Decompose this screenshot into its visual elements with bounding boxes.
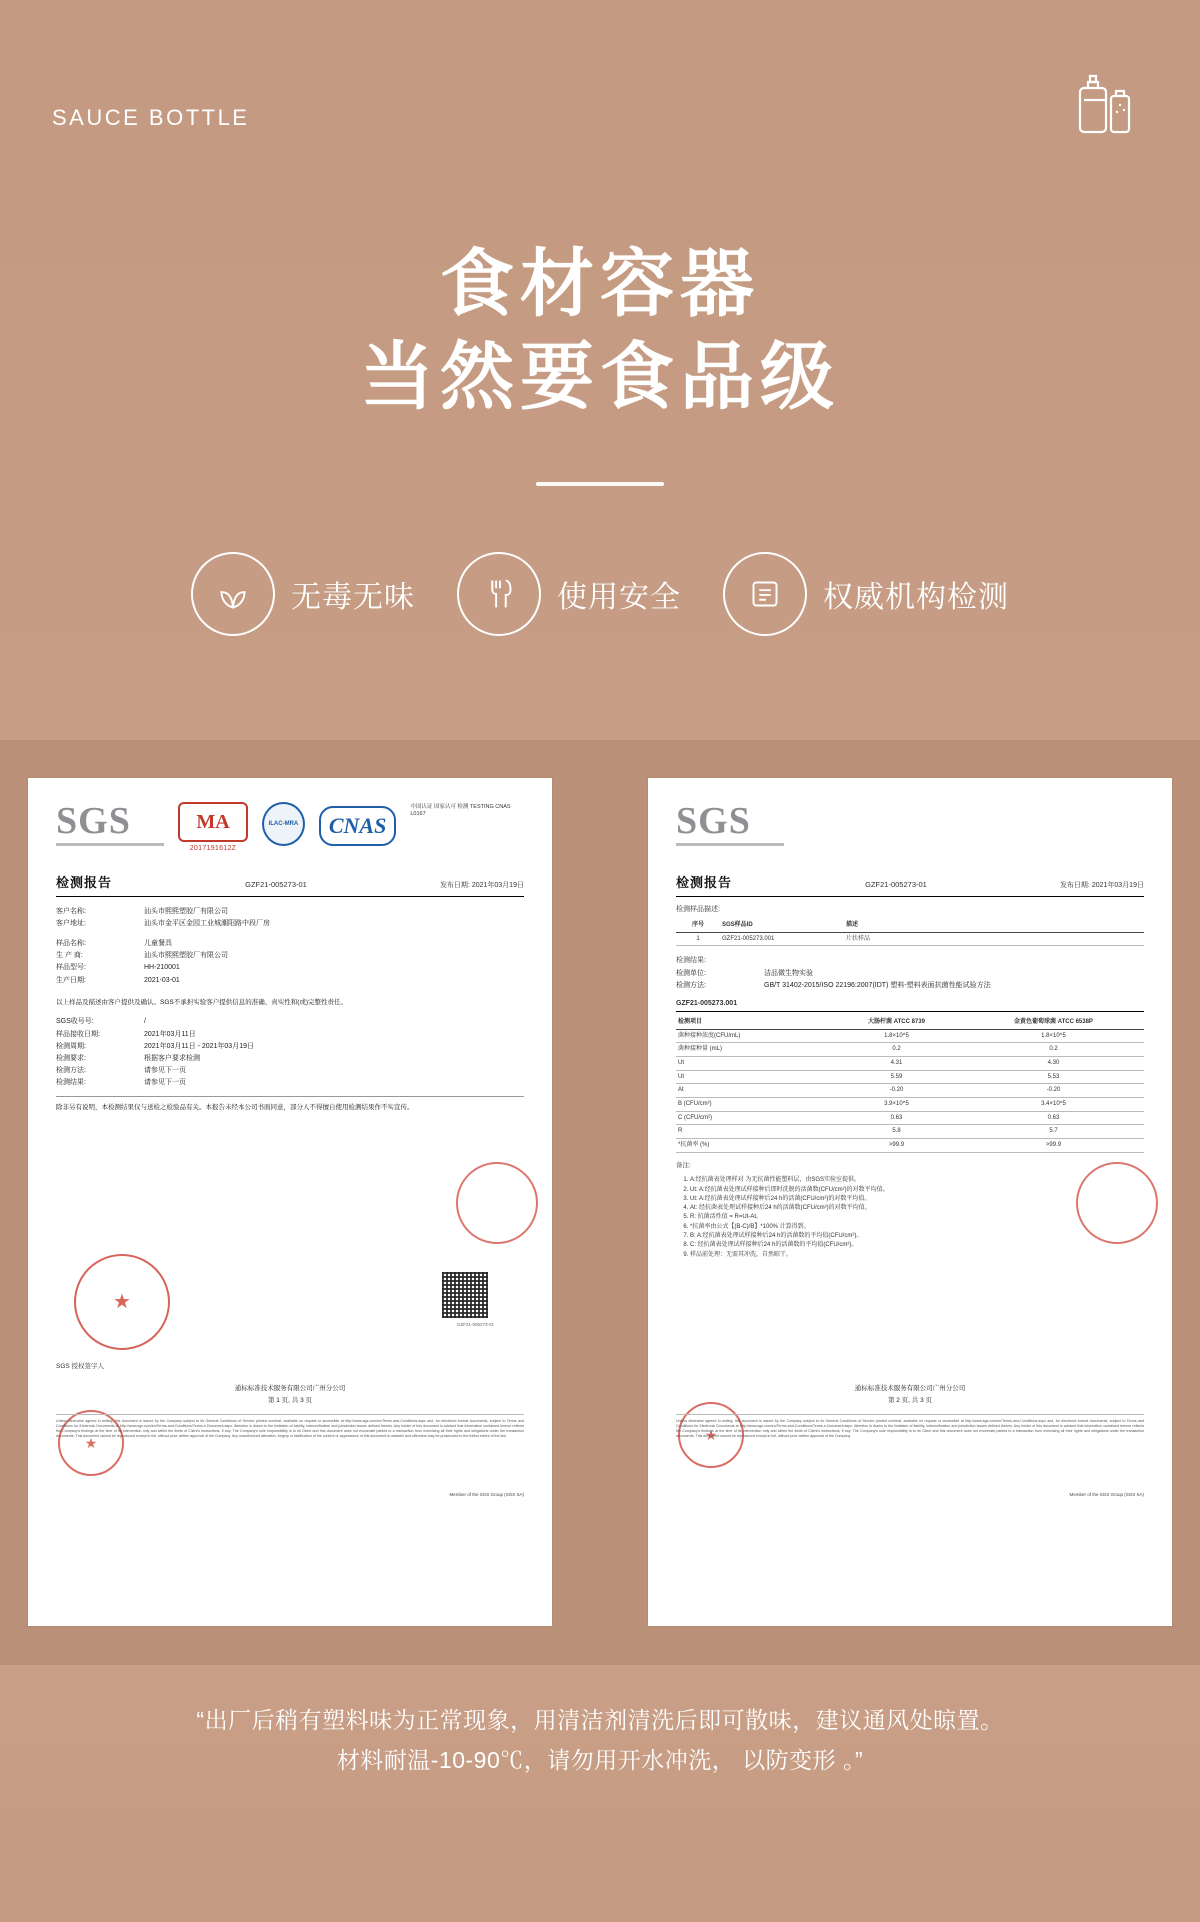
field-key: 生产日期: bbox=[56, 976, 86, 984]
sample-fields bbox=[56, 939, 524, 986]
certificate-image-1[interactable] bbox=[28, 778, 552, 1626]
report-number: GZF21-005273-01 bbox=[865, 880, 927, 889]
note-item: 2. Ut: A:经抗菌表处理试样接种后即时洗脱的活菌数(CFU/cm²)的对数平均值。 bbox=[690, 1186, 1144, 1195]
feature-item-nontoxic bbox=[191, 552, 415, 636]
field-value: GB/T 31402-2015/ISO 22196:2007(IDT) 塑料-塑料表面抗菌性能试验方法 bbox=[764, 981, 991, 989]
cell: 0.2 bbox=[830, 1043, 963, 1057]
certificates-band bbox=[0, 740, 1200, 1665]
field-key: 客户地址: bbox=[56, 919, 86, 927]
caption-line-2: 材料耐温-10-90℃，请勿用开水冲洗， 以防变形 。” bbox=[336, 1747, 864, 1774]
table-row bbox=[676, 1111, 1144, 1125]
sauce-bottle-icon bbox=[1070, 68, 1134, 134]
field-value: 洁品微生物实验 bbox=[764, 969, 813, 977]
note-item: 5. R: 抗菌活性值 = R=Ut-At。 bbox=[690, 1213, 1144, 1222]
field-key: 检测要求: bbox=[56, 1054, 86, 1062]
certificate-icon bbox=[723, 552, 807, 636]
cell: Ut bbox=[676, 1056, 830, 1070]
hero-line-1: 食材容器 bbox=[440, 242, 760, 325]
sgs-logo: SGS bbox=[56, 800, 131, 842]
cnas-caption: 中国认证 国家认可 检测 TESTING CNAS L0167 bbox=[410, 804, 511, 818]
qr-code-caption: GZF21-005273-01 bbox=[456, 1322, 494, 1327]
cell: 0.63 bbox=[963, 1111, 1144, 1125]
column-header: 金黄色葡萄球菌 ATCC 6538P bbox=[963, 1016, 1144, 1029]
report-footer-page: 第 1 页, 共 3 页 bbox=[267, 1397, 313, 1404]
cell: 5.7 bbox=[963, 1125, 1144, 1139]
cell: 1.8×10^5 bbox=[963, 1029, 1144, 1043]
field-key: 样品接收日期: bbox=[56, 1030, 100, 1038]
table-row bbox=[676, 932, 1144, 946]
antibacterial-results-table bbox=[676, 1016, 1144, 1153]
field-value: 2021年03月11日 bbox=[144, 1030, 196, 1038]
field-key: 生 产 商: bbox=[56, 952, 83, 960]
table-row bbox=[676, 1070, 1144, 1084]
notes-label: 备注: bbox=[676, 1161, 691, 1169]
result-sample-id: GZF21-005273.001 bbox=[676, 999, 1144, 1012]
column-header: SGS样品ID bbox=[720, 919, 844, 932]
cell: R bbox=[676, 1125, 830, 1139]
sgs-logo: SGS bbox=[676, 800, 751, 842]
field-key: 样品型号: bbox=[56, 964, 86, 972]
field-value: 汕头市金平区金园工业城潮阳路中段厂房 bbox=[144, 919, 270, 927]
notes-list bbox=[676, 1176, 1144, 1260]
field-value: HH-210001 bbox=[144, 964, 180, 972]
field-key: 检测周期: bbox=[56, 1042, 86, 1050]
table-row bbox=[676, 1084, 1144, 1098]
ma-badge-number: 2017191612Z bbox=[189, 845, 237, 852]
column-header: 序号 bbox=[676, 919, 720, 932]
report-fineprint: Unless otherwise agreed in writing, this document is issued by the Company subject to its General Conditions of Service printed overleaf, available on request or accessible at http://www.sgs.com/en/Terms-and-Conditions.aspx and, for electronic format documents, subject to Terms and Conditions for Electronic Documents at http://www.sgs.com/en/Terms-and-Conditions/Terms-e-Document.aspx. Attention is drawn to the limitation of liability, indemnification and jurisdiction issues defined therein. Any holder of this document is advised that information contained hereon reflects the Company's findings at the time of its intervention only and within the limits of Client's instructions, if any. The Company's sole responsibility is to its Client and this document does not exonerate parties to a transaction from exercising all their rights and obligations under the transaction documents. This document cannot be reproduced except in full, without prior written approval of the Company. Any unauthorized alteration, forgery or falsification of the content or appearance of this document is unlawful and offenders may be prosecuted to the fullest extent of the law. bbox=[56, 1414, 524, 1438]
cell: GZF21-005273.001 bbox=[720, 932, 844, 946]
page-title: SAUCE BOTTLE bbox=[52, 105, 250, 130]
field-value: 请参见下一页 bbox=[144, 1079, 186, 1087]
table-header-row bbox=[676, 919, 1144, 932]
field-value: 2021年03月11日 - 2021年03月19日 bbox=[144, 1042, 254, 1050]
field-key: 检测方法: bbox=[676, 981, 706, 989]
cell: 片状样品 bbox=[844, 932, 1144, 946]
seal-star-icon: ★ bbox=[113, 1291, 131, 1313]
cell: 1 bbox=[676, 932, 720, 946]
ilac-mra-badge: ILAC-MRA bbox=[262, 802, 305, 846]
column-header: 检测项目 bbox=[676, 1016, 830, 1029]
feature-item-safe bbox=[457, 552, 681, 636]
report-member-note: Member of the SGS Group (SGS SA) bbox=[449, 1492, 524, 1497]
table-row bbox=[676, 1125, 1144, 1139]
cell: 3.4×10^5 bbox=[963, 1098, 1144, 1112]
certificate-logo-row bbox=[676, 802, 1144, 858]
cell: 菌种接种浓度(CFU/mL) bbox=[676, 1029, 830, 1043]
feature-label: 使用安全 bbox=[557, 581, 681, 614]
sample-section-heading: 检测样品描述: bbox=[676, 905, 720, 913]
report-fineprint: Unless otherwise agreed in writing, this document is issued by the Company subject to its General Conditions of Service printed overleaf, available on request or accessible at http://www.sgs.com/en/Terms-and-Conditions.aspx and, for electronic format documents, subject to Terms and Conditions for Electronic Documents at http://www.sgs.com/en/Terms-and-Conditions/Terms-e-Document.aspx. Attention is drawn to the limitation of liability, indemnification and jurisdiction issues defined therein. Any holder of this document is advised that information contained hereon reflects the Company's findings at the time of its intervention only and within the limits of Client's instructions, if any. The Company's sole responsibility is to its Client and this document does not exonerate parties to a transaction from exercising all their rights and obligations under the transaction documents. This document cannot be reproduced except in full, without prior written approval of the Company. bbox=[676, 1414, 1144, 1438]
certificate-logo-row bbox=[56, 802, 524, 858]
cell: 5.59 bbox=[830, 1070, 963, 1084]
report-footer-company: 通标标准技术服务有限公司广州分公司 bbox=[854, 1385, 966, 1392]
field-value: 2021-03-01 bbox=[144, 976, 180, 984]
cell: >99.9 bbox=[963, 1139, 1144, 1153]
seal-star-icon: ★ bbox=[704, 1427, 718, 1443]
certificate-image-2[interactable] bbox=[648, 778, 1172, 1626]
field-value: 汕头市熙熙塑胶厂有限公司 bbox=[144, 952, 228, 960]
official-seal-stamp bbox=[74, 1254, 170, 1350]
seal-star-icon: ★ bbox=[84, 1435, 98, 1451]
note-item: 4. At: 经抗菌表处理试样接种后24 h的活菌数(CFU/cm²)的对数平均值。 bbox=[690, 1204, 1144, 1213]
cnas-badge: CNAS bbox=[319, 806, 396, 846]
ma-badge: MA bbox=[178, 802, 248, 842]
report-statement: 以上样品及描述由客户提供及确认。SGS不承担实验客户提供信息的准确、真实性和(或)完整性责任。 bbox=[56, 998, 348, 1006]
report-disclaimer: 除非另有说明，本检测结果仅与送检之检验品有关。本报告未经本公司书面同意，部分人不得擅自使用检测结果作不实宣传。 bbox=[56, 1096, 524, 1113]
field-key: 检测结果: bbox=[56, 1079, 86, 1087]
cell: 菌种接种量 (mL) bbox=[676, 1043, 830, 1057]
column-header: 大肠杆菌 ATCC 8739 bbox=[830, 1016, 963, 1029]
field-value: 汕头市熙熙塑胶厂有限公司 bbox=[144, 907, 228, 915]
field-key: 检测单位: bbox=[676, 969, 706, 977]
edge-stamp bbox=[1076, 1162, 1158, 1244]
cell: 5.8 bbox=[830, 1125, 963, 1139]
field-key: 样品名称: bbox=[56, 940, 86, 948]
table-header-row bbox=[676, 1016, 1144, 1029]
note-item: 3. Ut: A:经抗菌表处理试样接种后24 h的活菌(CFU/cm²)的对数平均值。 bbox=[690, 1195, 1144, 1204]
note-item: 1. A:经抗菌表处理样对 为无抗菌性能塑料层，由SGS实验室提供。 bbox=[690, 1176, 1144, 1185]
report-title-row bbox=[676, 874, 1144, 897]
field-value: 根据客户要求检测 bbox=[144, 1054, 200, 1062]
cell: Ut bbox=[676, 1070, 830, 1084]
sample-table bbox=[676, 919, 1144, 946]
column-header: 描述 bbox=[844, 919, 1144, 932]
client-fields bbox=[56, 907, 524, 929]
fork-knife-icon bbox=[457, 552, 541, 636]
table-row bbox=[676, 1139, 1144, 1153]
feature-label: 无毒无味 bbox=[291, 581, 415, 614]
cell: At bbox=[676, 1084, 830, 1098]
result-section-heading: 检测结果: bbox=[676, 957, 706, 965]
field-key: SGS收号号: bbox=[56, 1018, 94, 1026]
note-item: 8. C: 经抗菌表处理试样接种后24 h的活菌数的平均值(CFU/cm²)。 bbox=[690, 1241, 1144, 1250]
cell: *抗菌率 (%) bbox=[676, 1139, 830, 1153]
report-number: GZF21-005273-01 bbox=[245, 880, 307, 889]
cell: 5.53 bbox=[963, 1070, 1144, 1084]
cell: C (CFU/cm²) bbox=[676, 1111, 830, 1125]
cell: -0.20 bbox=[963, 1084, 1144, 1098]
table-row bbox=[676, 1098, 1144, 1112]
hero-headline bbox=[0, 240, 1200, 421]
qr-code bbox=[442, 1272, 488, 1318]
note-item: 9. 样品前处理：无需其冲洗，自然晾干。 bbox=[690, 1251, 1144, 1260]
feature-label: 权威机构检测 bbox=[823, 581, 1009, 614]
edge-stamp bbox=[456, 1162, 538, 1244]
field-value: 儿童餐具 bbox=[144, 940, 172, 948]
table-row bbox=[676, 1043, 1144, 1057]
feature-item-certified bbox=[723, 552, 1009, 636]
sgs-logo-underline bbox=[56, 843, 164, 846]
report-footer-page: 第 2 页, 共 3 页 bbox=[887, 1397, 933, 1404]
report-member-note: Member of the SGS Group (SGS SA) bbox=[1069, 1492, 1144, 1497]
report-title-row bbox=[56, 874, 524, 897]
report-title: 检测报告 bbox=[676, 875, 733, 890]
cell: 0.2 bbox=[963, 1043, 1144, 1057]
report-issue-date: 发布日期: 2021年03月19日 bbox=[439, 882, 524, 889]
cell: 4.31 bbox=[830, 1056, 963, 1070]
cell: >99.9 bbox=[830, 1139, 963, 1153]
signature-label: SGS 授权签字人 bbox=[56, 1363, 105, 1370]
hero-divider bbox=[536, 482, 664, 486]
note-item: 7. B: A:经抗菌表处理试样接种后24 h的活菌数的平均值(CFU/cm²)。 bbox=[690, 1232, 1144, 1241]
bottom-caption bbox=[0, 1700, 1200, 1781]
cell: 0.63 bbox=[830, 1111, 963, 1125]
field-key: 客户名称: bbox=[56, 907, 86, 915]
report-title: 检测报告 bbox=[56, 875, 113, 890]
cell: 4.30 bbox=[963, 1056, 1144, 1070]
report-footer-company: 通标标准技术服务有限公司广州分公司 bbox=[234, 1385, 346, 1392]
field-value: 请参见下一页 bbox=[144, 1067, 186, 1074]
table-row bbox=[676, 1056, 1144, 1070]
report-issue-date: 发布日期: 2021年03月19日 bbox=[1059, 882, 1144, 889]
field-value: / bbox=[144, 1018, 146, 1026]
feature-row bbox=[0, 552, 1200, 636]
cell: 3.9×10^5 bbox=[830, 1098, 963, 1112]
leaf-icon bbox=[191, 552, 275, 636]
hero-line-2: 当然要食品级 bbox=[360, 335, 840, 419]
cell: 1.8×10^5 bbox=[830, 1029, 963, 1043]
caption-line-1: “出厂后稍有塑料味为正常现象，用清洁剂清洗后即可散味，建议通风处晾置。 bbox=[196, 1707, 1004, 1733]
note-item: 6. *抗菌率由公式【(B-C)/B】*100% 计算得到。 bbox=[690, 1223, 1144, 1232]
testing-fields bbox=[56, 1017, 524, 1088]
cell: -0.20 bbox=[830, 1084, 963, 1098]
field-key: 检测方法: bbox=[56, 1067, 86, 1074]
table-row bbox=[676, 1029, 1144, 1043]
sgs-logo-underline bbox=[676, 843, 784, 846]
cell: B (CFU/cm²) bbox=[676, 1098, 830, 1112]
